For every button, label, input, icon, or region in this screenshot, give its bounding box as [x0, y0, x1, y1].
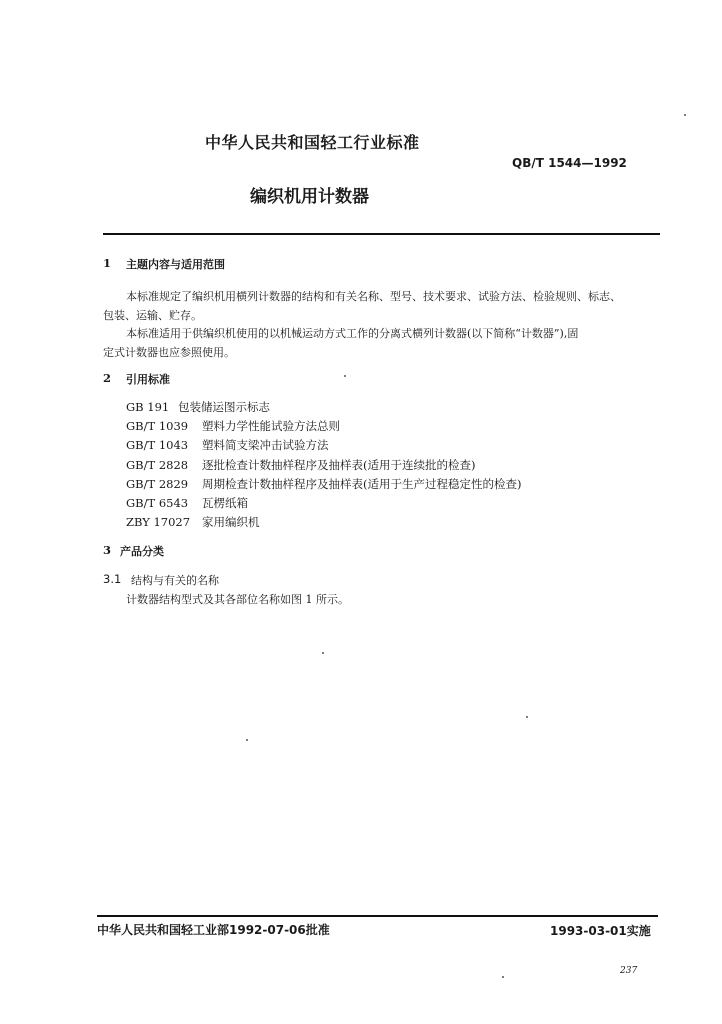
footer-rule: [97, 915, 658, 917]
document-title: 编织机用计数器: [250, 187, 369, 207]
ref-title: 逐批检查计数抽样程序及抽样表(适用于连续批的检查): [202, 458, 476, 472]
ref-title: 塑料力学性能试验方法总则: [202, 419, 340, 433]
ref-row-2: [126, 418, 340, 434]
section-1-number: 1: [103, 256, 112, 270]
section-3-number: 3: [103, 543, 112, 557]
ref-title: 包装储运图示标志: [178, 400, 270, 414]
subsection-3-1-number: 3.1: [103, 572, 122, 586]
ref-code: GB/T 2828: [126, 458, 189, 472]
ref-title: 塑料简支梁冲击试验方法: [202, 438, 329, 452]
approval-line: 中华人民共和国轻工业部1992-07-06批准: [97, 923, 330, 937]
section-1-para2-line1: 本标准适用于供编织机使用的以机械运动方式工作的分离式横列计数器(以下简称“计数器”),固: [126, 327, 579, 340]
implementation-date: 1993-03-01实施: [550, 924, 651, 938]
ref-row-3: [126, 437, 329, 453]
ref-code: GB 191: [126, 400, 170, 414]
section-1-para1-line2: 包装、运输、贮存。: [103, 309, 202, 322]
section-1-heading: 主题内容与适用范围: [126, 258, 225, 271]
ref-code: ZBY 17027: [126, 515, 191, 529]
ref-title: 家用编织机: [202, 515, 260, 529]
scan-speck: [246, 739, 248, 741]
ref-title: 瓦楞纸箱: [202, 496, 248, 510]
section-2-heading: 引用标准: [126, 373, 170, 386]
ref-code: GB/T 6543: [126, 496, 189, 510]
section-1-para1-line1: 本标准规定了编织机用横列计数器的结构和有关名称、型号、技术要求、试验方法、检验规则、标志、: [126, 290, 621, 303]
subsection-3-1-text: 计数器结构型式及其各部位名称如图 1 所示。: [126, 593, 349, 606]
issuing-authority-heading: 中华人民共和国轻工行业标准: [205, 133, 420, 152]
ref-row-7: [126, 514, 260, 530]
scan-speck: [526, 716, 528, 718]
subsection-3-1-heading: 结构与有关的名称: [131, 574, 219, 587]
ref-code: GB/T 1043: [126, 438, 189, 452]
standard-code: QB/T 1544—1992: [512, 156, 627, 170]
scan-speck: [684, 114, 686, 116]
section-3-heading: 产品分类: [120, 545, 164, 558]
section-1-para2-line2: 定式计数器也应参照使用。: [103, 346, 235, 359]
scan-speck: [344, 375, 346, 377]
ref-row-1: [126, 399, 270, 415]
header-rule: [103, 233, 660, 235]
scan-speck: [502, 976, 504, 978]
ref-row-6: [126, 495, 248, 511]
scan-speck: [322, 652, 324, 654]
ref-row-4: [126, 457, 475, 473]
ref-code: GB/T 1039: [126, 419, 189, 433]
section-2-number: 2: [103, 371, 112, 385]
ref-title: 周期检查计数抽样程序及抽样表(适用于生产过程稳定性的检查): [202, 477, 522, 491]
page-number: 237: [620, 966, 638, 976]
ref-code: GB/T 2829: [126, 477, 189, 491]
ref-row-5: [126, 476, 521, 492]
